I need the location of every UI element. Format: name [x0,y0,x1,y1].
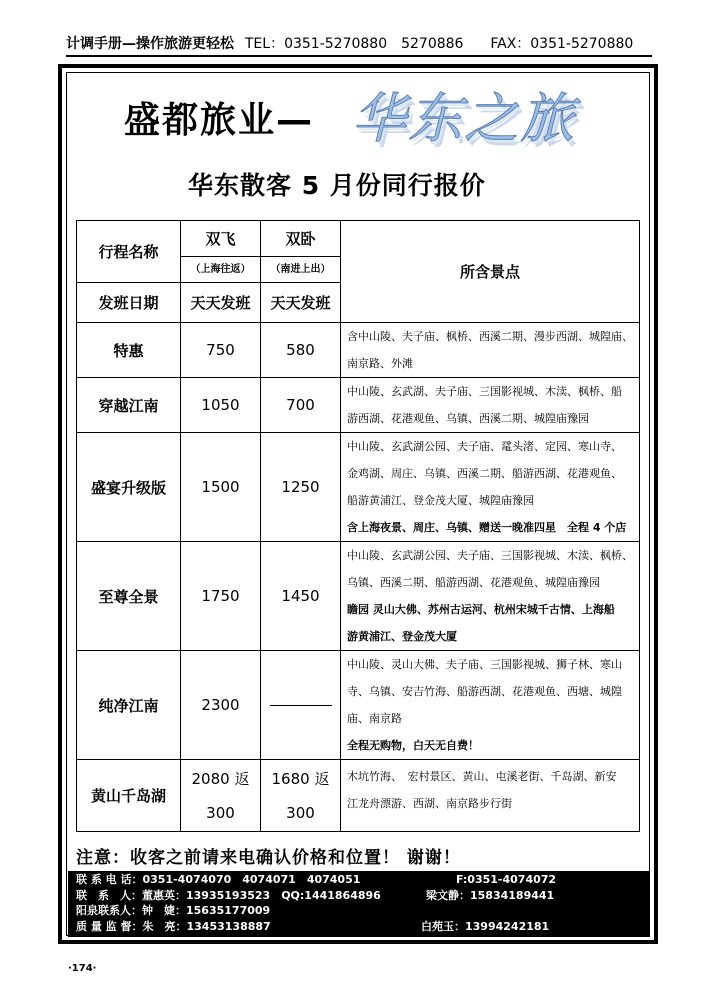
header-tel: TEL：0351-5270880 5270886 [244,36,464,52]
row-date-label: 发班日期 [77,283,181,323]
spot-line: 寺、乌镇、安吉竹海、船游西湖、花港观鱼、西塘、城隍 [347,685,622,698]
header-train: 双卧 [261,221,341,257]
contact-row-yangquan [76,903,650,919]
header-route-name: 行程名称 [77,221,181,283]
table-row [77,433,640,542]
contact-row-tel [76,872,650,888]
price-air-line1: 2080 返 [191,769,250,788]
price-air: 1500 [181,433,261,542]
brand-name: 盛都旅业— [124,100,315,141]
spot-highlight: 游黄浦江、登金茂大厦 [347,630,457,643]
spot-line: 中山陵、灵山大佛、夫子庙、三国影视城、狮子林、寒山 [347,658,622,671]
price-air: 1050 [181,378,261,433]
price-train: 580 [261,323,341,378]
contact-person: 联 系 人：董惠英：13935193523 QQ:1441864896 [76,888,381,902]
price-train: 1250 [261,433,341,542]
date-air: 天天发班 [181,283,261,323]
spot-line: 中山陵、玄武湖公园、夫子庙、三国影视城、木渎、枫桥、 [347,549,633,562]
contact-row-person [76,888,650,904]
price-train-none [261,651,341,760]
route-name: 穿越江南 [77,378,181,433]
dash-line [270,705,332,706]
contact-row-supervisor [76,919,650,935]
spot-line: 金鸡湖、周庄、乌镇、西溪二期、船游西湖、花港观鱼、 [347,467,622,480]
contact-yangquan: 阳泉联系人：钟 婕：15635177009 [76,904,271,917]
spot-highlight: 全程无购物，白天无自费！ [347,739,479,752]
spots-cell [341,433,640,542]
route-name: 至尊全景 [77,542,181,651]
contact-supervisor2: 白苑玉：13994242181 [421,919,550,933]
price-train-line2: 300 [286,803,315,822]
route-name: 特惠 [77,323,181,378]
header-air: 双飞 [181,221,261,257]
price-air: 750 [181,323,261,378]
route-name: 盛宴升级版 [77,433,181,542]
route-name: 纯净江南 [77,651,181,760]
spot-line: 含中山陵、夫子庙、枫桥、西溪二期、漫步西湖、城隍庙、 [347,330,633,343]
page-header [66,33,652,57]
table-row [77,378,640,433]
spots-cell [341,323,640,378]
spot-line: 乌镇、西溪二期、船游西湖、花港观鱼、城隍庙豫园 [347,576,600,589]
spot-line: 江龙舟漂游、西湖、南京路步行街 [347,797,512,810]
spot-line: 南京路、外滩 [347,357,413,370]
header-air-note: （上海往返） [181,257,261,283]
price-table [76,220,640,832]
spot-line: 中山陵、玄武湖、夫子庙、三国影视城、木渎、枫桥、船 [347,385,622,398]
spots-cell [341,651,640,760]
date-train: 天天发班 [261,283,341,323]
route-name: 黄山千岛湖 [77,760,181,832]
contact-supervisor: 质 量 监 督：朱 亮：13453138887 [76,919,271,933]
table-row [77,323,640,378]
spots-cell [341,378,640,433]
spot-line: 木坑竹海、 宏村景区、黄山、屯溪老街、千岛湖、新安 [347,770,617,783]
contact-person2: 梁文静：15834189441 [426,888,555,902]
spot-line: 游西湖、花港观鱼、乌镇、西溪二期、城隍庙豫园 [347,412,589,425]
notice-text: 注意：收客之前请来电确认价格和位置！ 谢谢！ [76,848,461,868]
contact-tel: 联 系 电 话：0351-4074070 4074071 4074051 [76,873,361,886]
price-train: 1450 [261,542,341,651]
page-number: ·174· [68,963,97,974]
price-air: 1750 [181,542,261,651]
contact-fax: F:0351-4074072 [456,873,557,886]
table-row [77,651,640,760]
price-train: 700 [261,378,341,433]
price-train-line1: 1680 返 [271,769,330,788]
price-air [181,760,261,832]
spot-line: 庙、南京路 [347,712,402,725]
spot-line: 船游黄浦江、登金茂大厦、城隍庙豫园 [347,494,534,507]
price-air-line2: 300 [206,803,235,822]
header-spots: 所含景点 [341,221,640,323]
spot-highlight: 瞻园 灵山大佛、苏州古运河、杭州宋城千古情、上海船 [347,603,615,616]
table-row [77,760,640,832]
contact-box [68,871,650,937]
page-title: 华东散客 5 月份同行报价 [188,171,486,200]
price-air: 2300 [181,651,261,760]
header-train-note: （南进上出） [261,257,341,283]
header-fax: FAX：0351-5270880 [490,36,634,52]
brand-art-title: 华东之旅 [352,87,576,150]
header-slogan: 计调手册—操作旅游更轻松 [66,36,234,52]
spot-highlight: 含上海夜景、周庄、乌镇、赠送一晚准四星 全程 4 个店 [347,521,627,534]
price-train [261,760,341,832]
spot-line: 中山陵、玄武湖公园、夫子庙、鼋头渚、定园、寒山寺、 [347,440,622,453]
table-row [77,542,640,651]
spots-cell [341,542,640,651]
spots-cell [341,760,640,832]
